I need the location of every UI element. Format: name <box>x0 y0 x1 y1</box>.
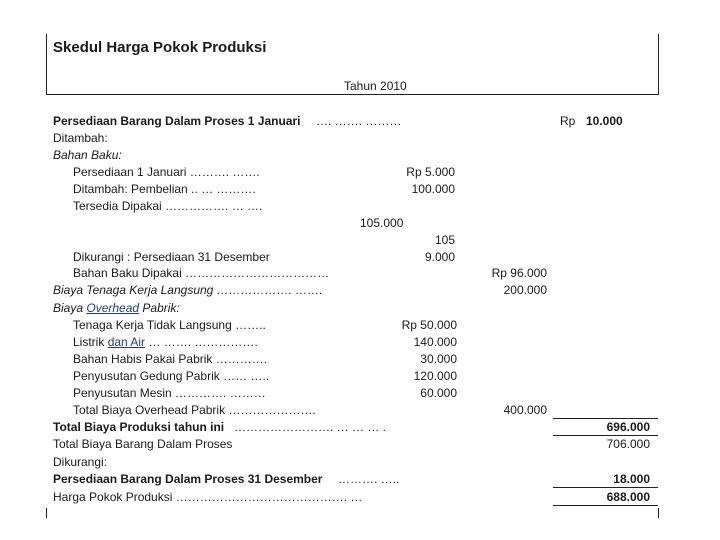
pembelian-label: Ditambah: Pembelian .. … ………. <box>73 182 256 196</box>
susut-gedung-label: Penyusutan Gedung Pabrik …… ….. <box>73 369 270 383</box>
pdp-akhir-label: Persediaan Barang Dalam Proses 31 Desember <box>53 472 323 486</box>
pdp-awal-label: Persediaan Barang Dalam Proses 1 Januari <box>53 114 301 128</box>
pdp-awal-currency: Rp <box>560 114 576 128</box>
total-produksi-dots: ……………………. … … … . <box>234 420 387 434</box>
pembelian-value: 100.000 <box>411 182 455 196</box>
bhp-value: 30.000 <box>420 352 457 366</box>
persediaan-jan-value: Rp 5.000 <box>406 165 455 179</box>
pdp-awal-value: 10.000 <box>586 114 623 128</box>
tersedia-label: Tersedia Dipakai ……………. … …. <box>73 199 263 213</box>
hpp-rule <box>553 487 658 488</box>
bahan-baku-label: Bahan Baku: <box>53 148 122 162</box>
overhead-suffix: Pabrik: <box>142 301 180 315</box>
tersedia-value-2: 105 <box>434 233 455 247</box>
bb-dipakai-label: Bahan Baku Dipakai ……………………………… <box>73 266 330 280</box>
btkl-label: Biaya Tenaga Kerja Langsung ………………. ……. <box>53 283 323 297</box>
pdp-akhir-dots: ………. ….. <box>338 472 400 486</box>
total-produksi-value: 696.000 <box>606 420 650 434</box>
total-overhead-value: 400.000 <box>503 403 547 417</box>
pdp-akhir-value: 18.000 <box>613 472 650 486</box>
total-produksi-label: Total Biaya Produksi tahun ini <box>53 420 225 434</box>
pdp-awal-dots: …. ……. ……… <box>316 114 402 128</box>
total-bdp-rule <box>553 435 658 436</box>
overhead-link[interactable]: Overhead <box>86 301 140 315</box>
bb-dipakai-value: Rp 96.000 <box>491 266 547 280</box>
dikurangi2-label: Dikurangi: <box>53 455 108 469</box>
listrik-value: 140.000 <box>413 335 457 349</box>
ditambah-label: Ditambah: <box>53 131 108 145</box>
document-title: Skedul Harga Pokok Produksi <box>53 39 267 56</box>
listrik-prefix: Listrik <box>73 335 105 349</box>
persediaan-jan-label: Persediaan 1 Januari ………. ……. <box>73 165 260 179</box>
right-border-bottom <box>658 508 659 518</box>
hpp-bottom-rule <box>553 505 658 506</box>
susut-gedung-value: 120.000 <box>413 369 457 383</box>
header-divider <box>46 94 659 95</box>
listrik-row <box>73 335 258 349</box>
listrik-dots: … ……. ……………. <box>148 335 258 349</box>
hpp-value: 688.000 <box>606 490 650 504</box>
total-produksi-rule <box>553 418 658 419</box>
tktl-value: Rp 50.000 <box>401 318 457 332</box>
susut-mesin-value: 60.000 <box>420 386 457 400</box>
tersedia-value-1: 105.000 <box>360 216 404 230</box>
overhead-heading <box>53 301 180 315</box>
btkl-value: 200.000 <box>503 283 547 297</box>
left-border <box>46 34 47 94</box>
hpp-label: Harga Pokok Produksi ……………………………………. … <box>53 490 363 504</box>
overhead-prefix: Biaya <box>53 301 84 315</box>
total-bdp-label: Total Biaya Barang Dalam Proses <box>53 437 233 451</box>
total-overhead-label: Total Biaya Overhead Pabrik …………………. <box>73 403 316 417</box>
total-bdp-value: 706.000 <box>606 437 650 451</box>
document-year: Tahun 2010 <box>344 79 407 93</box>
left-border-bottom <box>46 508 47 518</box>
dikurangi-label: Dikurangi : Persediaan 31 Desember <box>73 250 270 264</box>
bhp-label: Bahan Habis Pakai Pabrik …………. <box>73 352 268 366</box>
listrik-link[interactable]: dan Air <box>107 335 146 349</box>
tktl-label: Tenaga Kerja Tidak Langsung …….. <box>73 318 266 332</box>
dikurangi-value: 9.000 <box>424 250 455 264</box>
right-border <box>658 34 659 94</box>
susut-mesin-label: Penyusutan Mesin …………. ……… <box>73 386 266 400</box>
